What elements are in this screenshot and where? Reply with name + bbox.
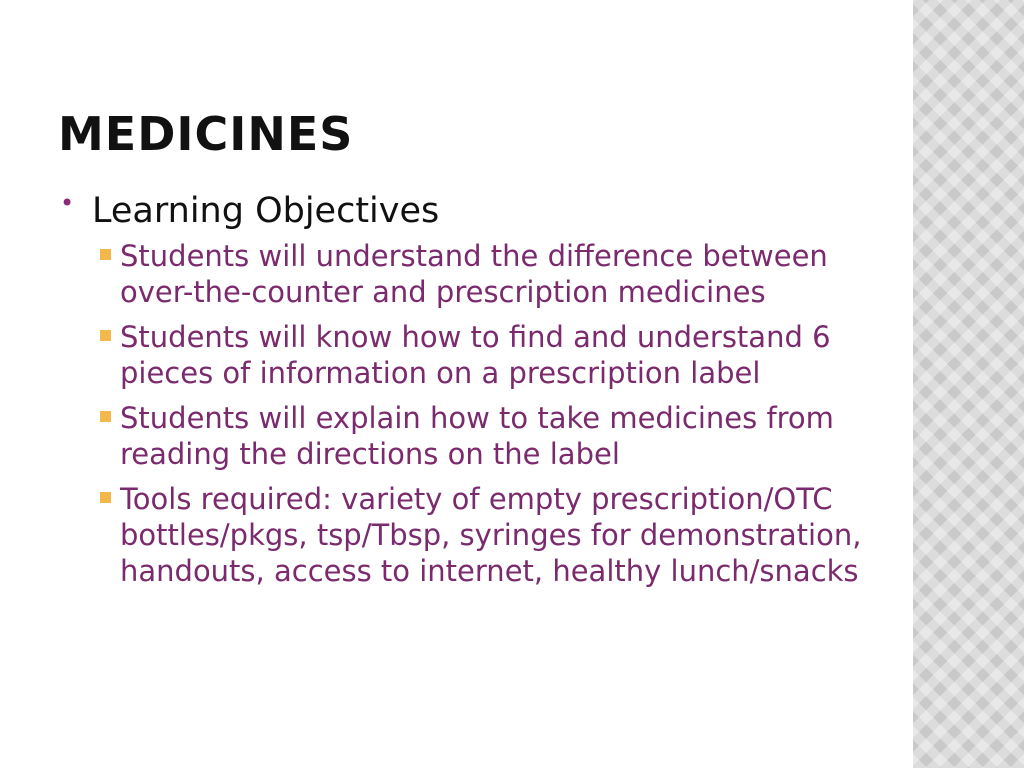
slide-title: MEDICINES xyxy=(58,107,354,161)
sub-bullet-list xyxy=(58,238,878,589)
sub-bullet xyxy=(58,238,878,310)
square-bullet-icon xyxy=(100,249,111,260)
square-bullet-icon xyxy=(100,330,111,341)
sub-bullet xyxy=(58,400,878,472)
square-bullet-icon xyxy=(100,411,111,422)
sub-bullet xyxy=(58,319,878,391)
decorative-side-panel xyxy=(913,0,1024,768)
sub-bullet-text: Students will explain how to take medicines from reading the directions on the label xyxy=(120,401,834,471)
sub-bullet-text: Tools required: variety of empty prescription/OTC bottles/pkgs, tsp/Tbsp, syringes for demonstration, handouts, access to internet, healthy lunch/snacks xyxy=(120,482,862,588)
bullet-dot-icon: • xyxy=(60,189,75,217)
main-bullet-text: Learning Objectives xyxy=(92,191,440,231)
sub-bullet-text: Students will know how to find and understand 6 pieces of information on a prescription label xyxy=(120,320,831,390)
sub-bullet xyxy=(58,481,878,589)
main-bullet xyxy=(58,188,878,234)
square-bullet-icon xyxy=(100,492,111,503)
slide-content xyxy=(58,188,878,598)
sub-bullet-text: Students will understand the difference between over-the-counter and prescription medicines xyxy=(120,239,828,309)
